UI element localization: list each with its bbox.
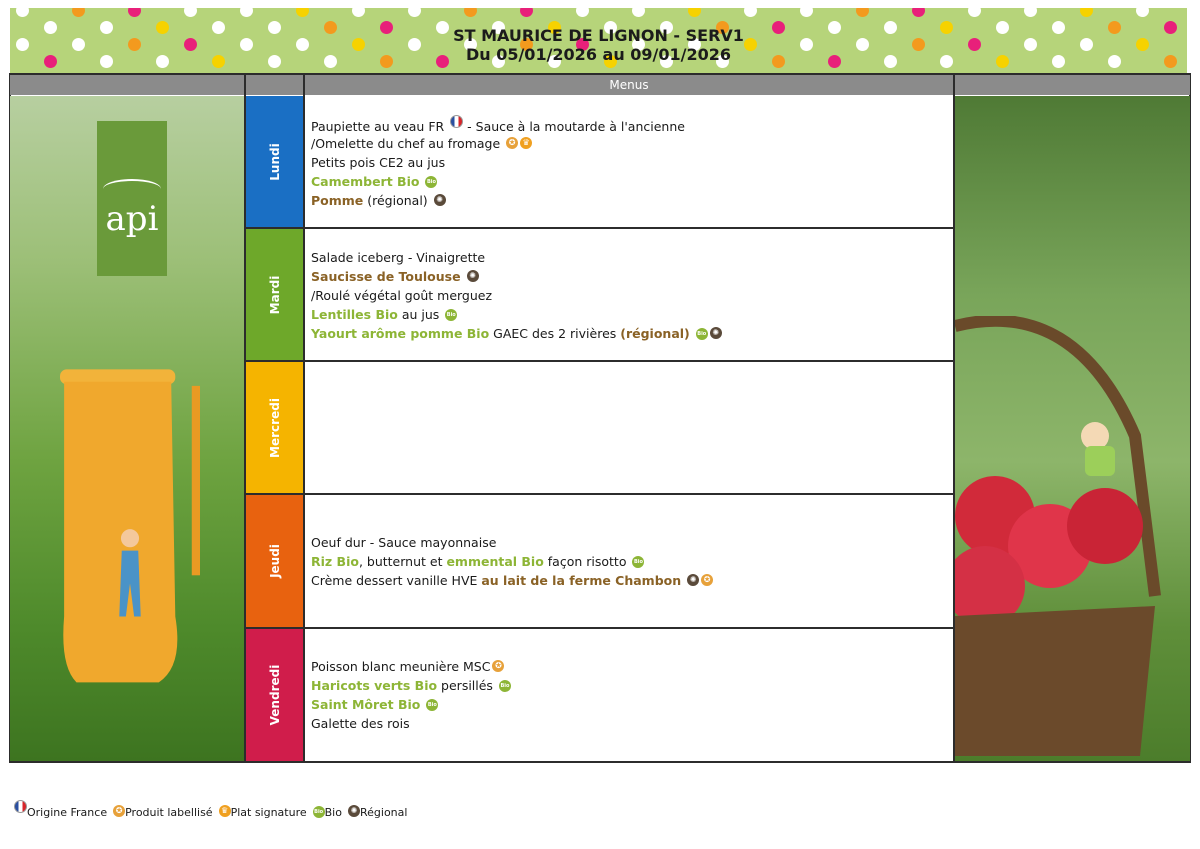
banner-dot xyxy=(800,8,813,17)
day-label-mardi xyxy=(246,229,303,361)
dish-text: Oeuf dur - Sauce mayonnaise xyxy=(311,535,497,550)
row-divider xyxy=(246,493,954,495)
day-label-mercredi xyxy=(246,362,303,494)
menu-line xyxy=(311,676,511,695)
banner-dot xyxy=(296,8,309,17)
bio-icon: Bio xyxy=(426,699,438,711)
banner-dot xyxy=(352,8,365,17)
regional-icon: ✺ xyxy=(687,574,699,586)
bio-dish-text: emmental Bio xyxy=(446,554,544,569)
dish-text xyxy=(681,573,685,588)
regional-dish-text: Pomme xyxy=(311,193,364,208)
header-banner xyxy=(10,8,1187,74)
menu-line xyxy=(311,153,445,172)
legend xyxy=(12,800,411,819)
regional-icon: ✺ xyxy=(434,194,446,206)
bio-dish-text: Lentilles Bio xyxy=(311,307,398,322)
banner-dot xyxy=(72,8,85,17)
dish-text xyxy=(461,269,465,284)
banner-dot xyxy=(968,8,981,17)
legend-label: Bio xyxy=(324,806,342,819)
menu-line xyxy=(311,172,437,191)
row-divider xyxy=(246,627,954,629)
dish-text: Crème dessert vanille HVE xyxy=(311,573,482,588)
dish-text: - Sauce à la moutarde à l'ancienne xyxy=(463,119,685,134)
menu-line xyxy=(311,134,532,153)
bio-dish-text: Camembert Bio xyxy=(311,174,420,189)
bio-icon: Bio xyxy=(632,556,644,568)
day-label-vendredi xyxy=(246,629,303,761)
menu-line xyxy=(311,533,496,552)
regional-dish-text: au lait de la ferme Chambon xyxy=(481,573,682,588)
banner-dot xyxy=(1024,8,1037,17)
regional-icon: ✺ xyxy=(467,270,479,282)
regional-dish-text: (régional) xyxy=(620,326,690,341)
dish-text: persillés xyxy=(437,678,497,693)
day-name: Jeudi xyxy=(267,544,282,578)
day-name: Mercredi xyxy=(267,398,282,458)
bio-dish-text: Saint Môret Bio xyxy=(311,697,421,712)
menu-line xyxy=(311,324,722,343)
api-logo xyxy=(97,121,167,276)
produit-labellise-icon: ✪ xyxy=(492,660,504,672)
dish-text: Petits pois CE2 au jus xyxy=(311,155,446,170)
regional-dish-text: Saucisse de Toulouse xyxy=(311,269,461,284)
menu-line xyxy=(311,571,713,590)
title-school-service: ST MAURICE DE LIGNON - SERV1 xyxy=(453,26,744,45)
menu-line xyxy=(311,115,685,136)
banner-dot xyxy=(744,8,757,17)
banner-dot xyxy=(688,8,701,17)
legend-label: Régional xyxy=(359,806,408,819)
bio-dish-text: Riz Bio xyxy=(311,554,359,569)
produit-labellise-icon: ✪ xyxy=(506,137,518,149)
menu-line xyxy=(311,248,485,267)
legend-label: Origine France xyxy=(27,806,108,819)
row-divider xyxy=(246,227,954,229)
rubber-boot-illustration xyxy=(60,340,200,720)
api-logo-text: api xyxy=(105,199,159,239)
menu-line xyxy=(311,305,457,324)
bio-icon: Bio xyxy=(499,680,511,692)
column-divider xyxy=(953,73,955,763)
decorative-image-boot xyxy=(10,96,244,761)
dish-text: façon risotto xyxy=(543,554,631,569)
banner-dot xyxy=(184,8,197,17)
bio-icon: Bio xyxy=(445,309,457,321)
menu-line xyxy=(311,286,492,305)
menu-line xyxy=(311,714,410,733)
day-name: Lundi xyxy=(267,143,282,181)
day-label-lundi xyxy=(246,96,303,228)
legend-label: Produit labellisé xyxy=(125,806,213,819)
bio-icon: Bio xyxy=(696,328,708,340)
menu-cell-mardi xyxy=(305,229,953,361)
origine-france-icon xyxy=(450,115,463,128)
plat-signature-icon: ♛ xyxy=(520,137,532,149)
menu-line xyxy=(311,695,438,714)
decorative-image-apple-basket xyxy=(955,96,1190,761)
page-title xyxy=(10,26,1187,64)
column-header-menus: Menus xyxy=(609,78,649,92)
regional-icon: ✺ xyxy=(710,327,722,339)
bio-icon: Bio xyxy=(425,176,437,188)
produit-labellise-icon: ✪ xyxy=(701,574,713,586)
dish-text xyxy=(420,697,424,712)
banner-dot xyxy=(856,8,869,17)
regional-icon: ✺ xyxy=(348,805,360,817)
plat-signature-icon: ♛ xyxy=(219,805,231,817)
origine-france-icon xyxy=(14,800,27,813)
banner-dot xyxy=(240,8,253,17)
day-name: Vendredi xyxy=(267,664,282,726)
bio-dish-text: Haricots verts Bio xyxy=(311,678,438,693)
banner-dot xyxy=(1080,8,1093,17)
day-name: Mardi xyxy=(267,275,282,315)
banner-dot xyxy=(16,8,29,17)
menu-cell-vendredi xyxy=(305,629,953,761)
dish-text: au jus xyxy=(397,307,444,322)
menu-line xyxy=(311,191,446,210)
legend-label: Plat signature xyxy=(230,806,307,819)
dish-text: GAEC des 2 rivières xyxy=(489,326,621,341)
banner-dot xyxy=(1136,8,1149,17)
dish-text: /Roulé végétal goût merguez xyxy=(311,288,493,303)
banner-dot xyxy=(408,8,421,17)
dish-text: (régional) xyxy=(363,193,432,208)
menu-cell-lundi xyxy=(305,96,953,228)
dish-text xyxy=(419,174,423,189)
banner-dot xyxy=(576,8,589,17)
dish-text: Paupiette au veau FR xyxy=(311,119,449,134)
bio-icon: Bio xyxy=(313,806,325,818)
title-date-range: Du 05/01/2026 au 09/01/2026 xyxy=(465,45,732,64)
menu-cell-mercredi xyxy=(305,362,953,494)
banner-dot xyxy=(520,8,533,17)
banner-dot xyxy=(632,8,645,17)
menu-line xyxy=(311,552,644,571)
dish-text: /Omelette du chef au fromage xyxy=(311,136,505,151)
menu-cell-jeudi xyxy=(305,495,953,627)
row-divider xyxy=(246,360,954,362)
apple-basket-illustration xyxy=(955,316,1190,756)
banner-dot xyxy=(464,8,477,17)
dish-text: , butternut et xyxy=(358,554,447,569)
dish-text: Poisson blanc meunière MSC xyxy=(311,659,491,674)
dish-text: Salade iceberg - Vinaigrette xyxy=(311,250,486,265)
menu-line xyxy=(311,657,504,676)
dish-text xyxy=(690,326,694,341)
bio-dish-text: Yaourt arôme pomme Bio xyxy=(311,326,490,341)
dish-text: Galette des rois xyxy=(311,716,410,731)
banner-dot xyxy=(128,8,141,17)
menu-line xyxy=(311,267,479,286)
banner-dot xyxy=(912,8,925,17)
produit-labellise-icon: ✪ xyxy=(113,805,125,817)
day-label-jeudi xyxy=(246,495,303,627)
